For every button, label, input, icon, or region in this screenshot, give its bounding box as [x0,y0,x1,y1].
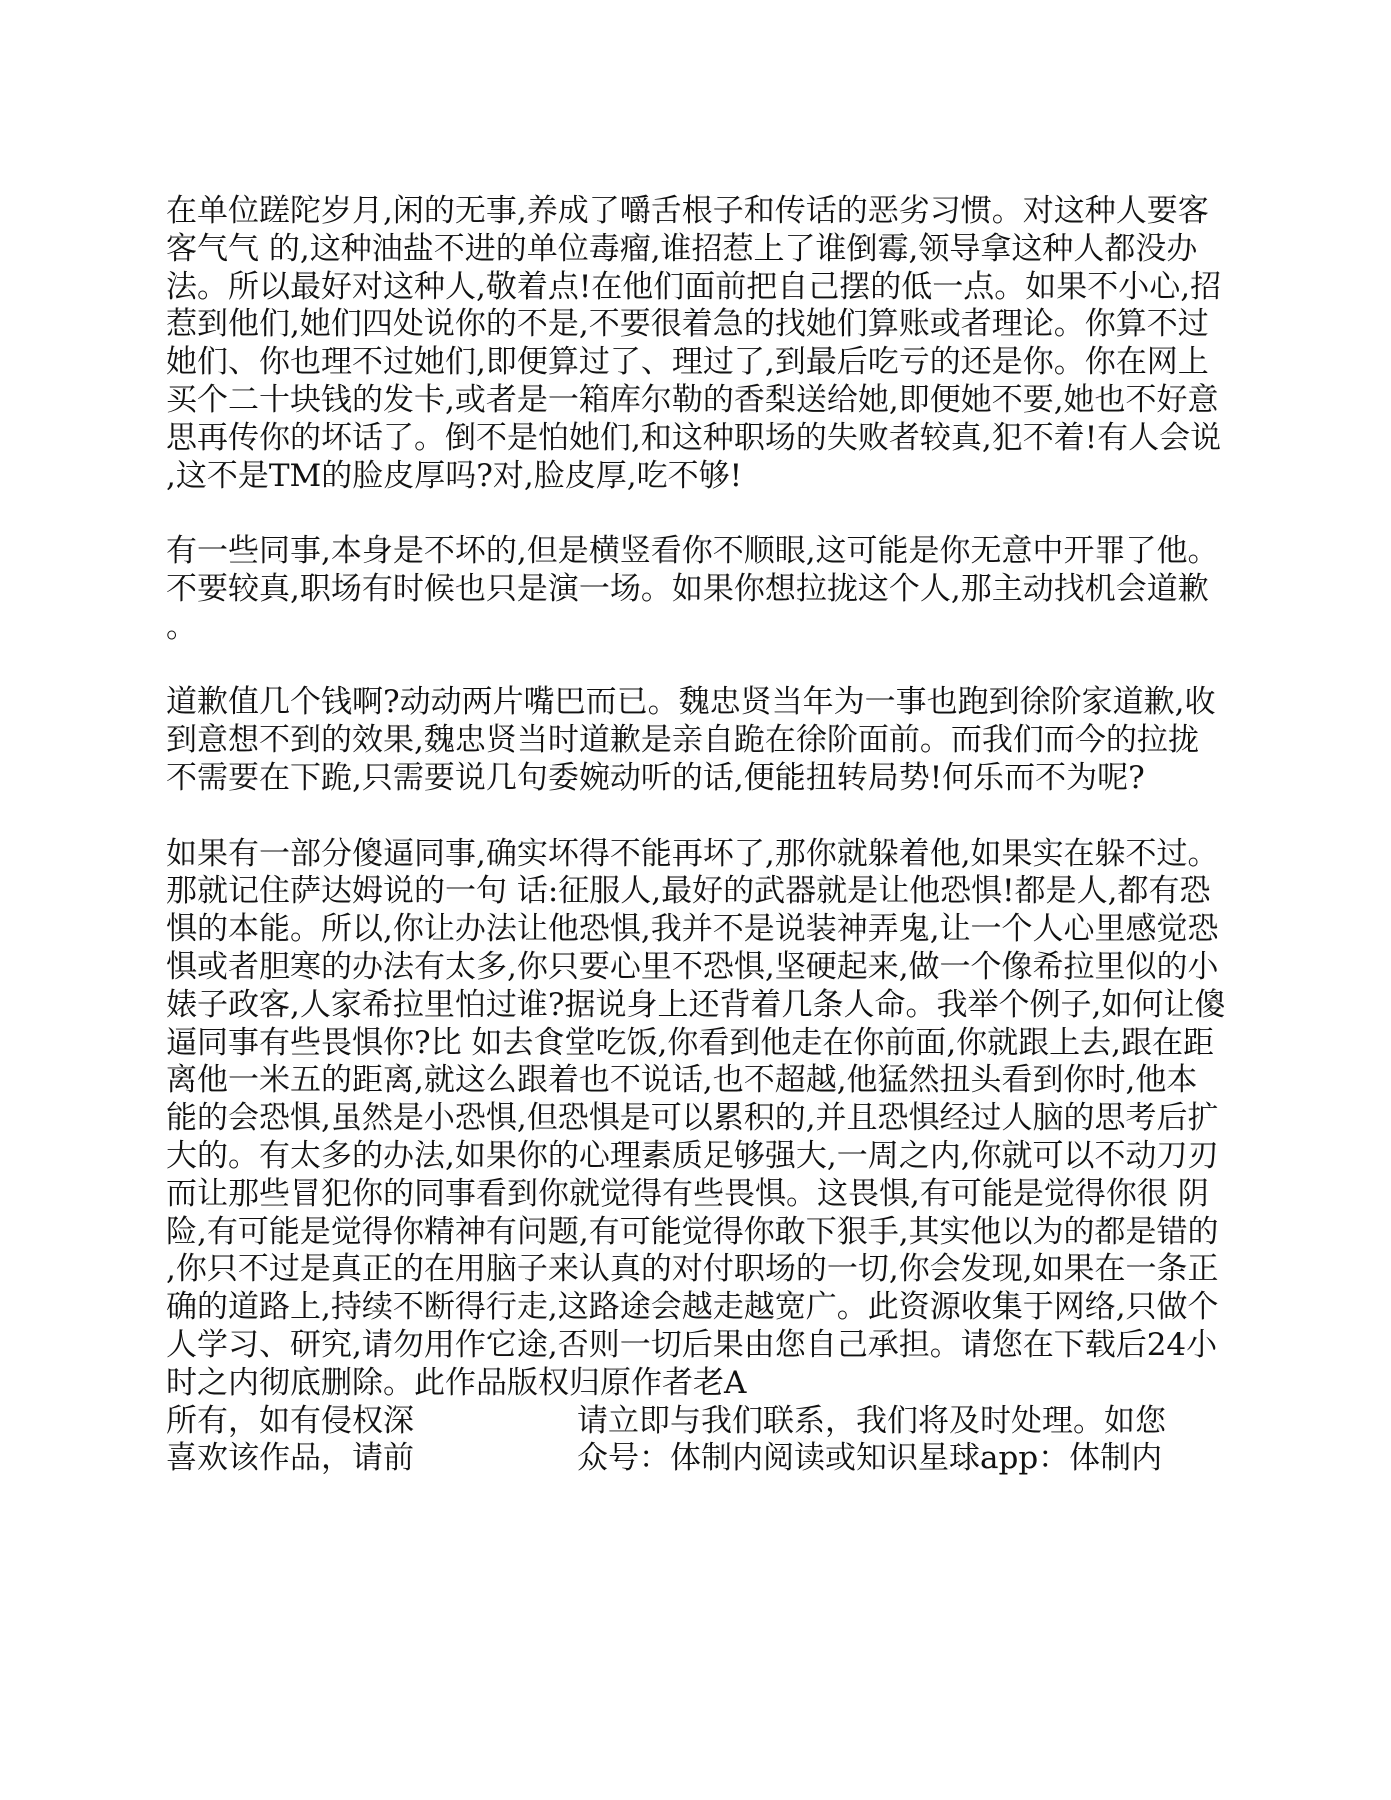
footer-line-2 [166,1440,1162,1476]
footer-line-1 [166,1403,1166,1439]
footer-line-1-left: 所有，如有侵权深 [166,1402,414,1439]
document-body [166,193,1226,1478]
paragraph-4-text: 如果有一部分傻逼同事,确实坏得不能再坏了,那你就躲着他,如果实在躲不过。那就记住萨达姆说的一句 话:征服人,最好的武器就是让他恐惧!都是人,都有恐惧的本能。所以,你让办法让他恐惧,我并不是说装神弄鬼,让一个人心里感觉恐惧或者胆寒的办法有太多,你只要心里不恐惧,坚硬起来,做一个像希拉里似的小婊子政客,人家希拉里怕过谁?据说身上还背着几条人命。我举个例子,如何让傻逼同事有些畏惧你?比 如去食堂吃饭,你看到他走在你前面,你就跟上去,跟在距离他一米五的距离,就这么跟着也不说话,也不超越,他猛然扭头看到你时,他本能的会恐惧,虽然是小恐惧,但恐惧是可以累积的,并且恐惧经过人脑的思考后扩大的。有太多的办法,如果你的心理素质足够强大,一周之内,你就可以不动刀刃而让那些冒犯你的同事看到你就觉得有些畏惧。这畏惧,有可能是觉得你很 阴险,有可能是觉得你精神有问题,有可能觉得你敢下狠手,其实他以为的都是错的,你只不过是真正的在用脑子来认真的对付职场的一切,你会发现,如果在一条正确的道路上,持续不断得行走,这路途会越走越宽广。此资源收集于网络,只做个人学习、研究,请勿用作它途,否则一切后果由您自己承担。请您在下载后24小时之内彻底删除。此作品版权归原作者老A [166,835,1226,1401]
footer-line-2-right: 众号：体制内阅读或知识星球app：体制内 [577,1440,1163,1477]
footer-line-2-left: 喜欢该作品，请前 [166,1440,414,1477]
footer-line-1-right: 请立即与我们联系，我们将及时处理。如您 [577,1402,1166,1439]
paragraph-1: 在单位蹉陀岁月,闲的无事,养成了嚼舌根子和传话的恶劣习惯。对这种人要客客气气 的,这种油盐不进的单位毒瘤,谁招惹上了谁倒霉,领导拿这种人都没办法。所以最好对这种人,敬着点!在他们面前把自己摆的低一点。如果不小心,招惹到他们,她们四处说你的不是,不要很着急的找她们算账或者理论。你算不过她们、你也理不过她们,即便算过了、理过了,到最后吃亏的还是你。你在网上买个二十块钱的发卡,或者是一箱库尔勒的香梨送给她,即便她不要,她也不好意思再传你的坏话了。倒不是怕她们,和这种职场的失败者较真,犯不着!有人会说,这不是TM的脸皮厚吗?对,脸皮厚,吃不够! [166,193,1222,494]
paragraph-4 [166,836,1226,1479]
paragraph-2: 有一些同事,本身是不坏的,但是横竖看你不顺眼,这可能是你无意中开罪了他。不要较真,职场有时候也只是演一场。如果你想拉拢这个人,那主动找机会道歉。 [166,533,1219,645]
paragraph-3: 道歉值几个钱啊?动动两片嘴巴而已。魏忠贤当年为一事也跑到徐阶家道歉,收到意想不到的效果,魏忠贤当时道歉是亲自跪在徐阶面前。而我们而今的拉拢不需要在下跪,只需要说几句委婉动听的话,便能扭转局势!何乐而不为呢? [166,684,1216,796]
